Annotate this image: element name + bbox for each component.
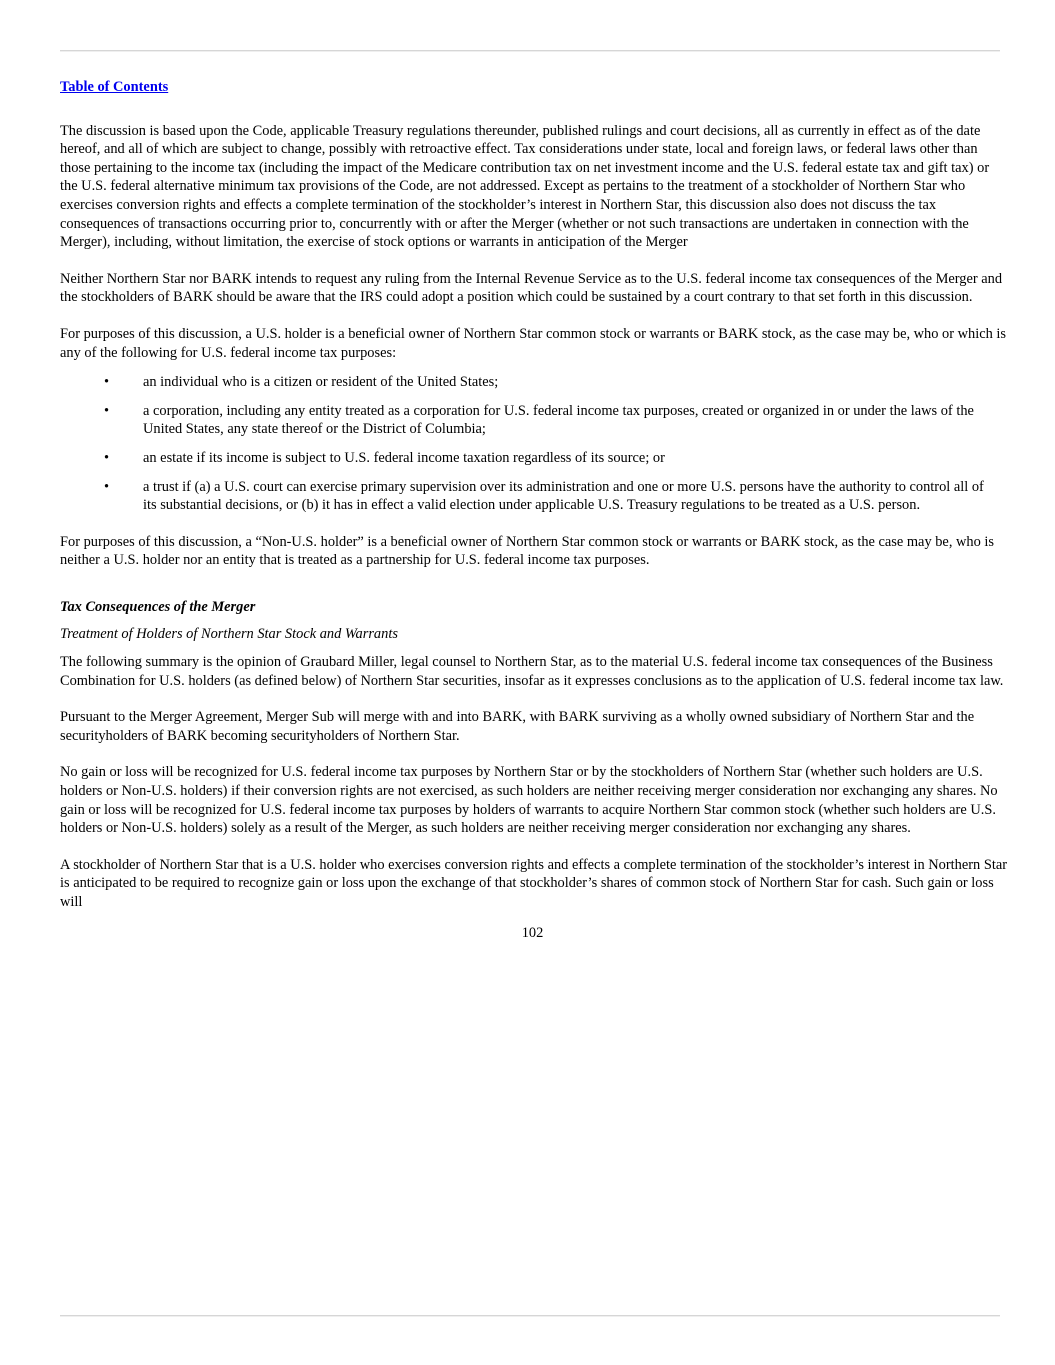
paragraph-non-us-holder-definition: For purposes of this discussion, a “Non-U.S. holder” is a beneficial owner of Northern Star common stock or warrants or BARK stock, as the case may be, who is neither a U.S. holder nor an entity that is treated as a partnership for U.S. federal income tax purposes. (60, 533, 994, 569)
list-item-text: a corporation, including any entity treated as a corporation for U.S. federal income tax purposes, created or organized in or under the laws of the United States, any state thereof or the District of Columbia; (143, 402, 974, 438)
bullet-glyph: • (104, 402, 110, 419)
list-item-text: an individual who is a citizen or resident of the United States; (143, 374, 499, 391)
page-number: 102 (521, 924, 544, 941)
bottom-divider (60, 1315, 1000, 1316)
bullet-glyph: • (104, 478, 110, 495)
bullet-glyph: • (104, 449, 110, 466)
subsection-heading: Treatment of Holders of Northern Star Stock and Warrants (60, 626, 398, 643)
document-page (60, 78, 1010, 942)
list-item (60, 449, 1010, 468)
list-item (60, 373, 1010, 392)
bullet-glyph: • (104, 374, 110, 391)
list-item-text: a trust if (a) a U.S. court can exercise primary supervision over its administration and one or more U.S. persons have the authority to control all of its substantial decisions, or (b) it has in effect a valid election under applicable U.S. Treasury regulations to be treated as a U.S. person. (143, 478, 984, 514)
table-of-contents-link[interactable]: Table of Contents (60, 79, 169, 95)
us-holder-list (60, 373, 1010, 515)
list-item (60, 478, 1010, 515)
paragraph-no-irs-ruling: Neither Northern Star nor BARK intends to request any ruling from the Internal Revenue Service as to the U.S. federal income tax consequences of the Merger and the stockholders of BARK should be aware that the IRS could adopt a position which could be sustained by a court contrary to that set forth in this discussion. (60, 270, 1003, 306)
top-divider (60, 50, 1000, 51)
list-item (60, 402, 1010, 439)
paragraph-code-basis: The discussion is based upon the Code, applicable Treasury regulations thereunder, published rulings and court decisions, all as currently in effect as of the date hereof, and all of which are subject to change, possibly with retroactive effect. Tax considerations under state, local and foreign laws, or federal laws other than those pertaining to the income tax (including the impact of the Medicare contribution tax on net investment income and the U.S. federal estate tax and gift tax) or the U.S. federal alternative minimum tax provisions of the Code, are not addressed. Except as pertains to the treatment of a stockholder of Northern Star who exercises conversion rights and effects a complete termination of the stockholder’s interest in Northern Star, this discussion also does not discuss the tax consequences of transactions occurring prior to, concurrently with or after the Merger (whether or not such transactions are undertaken in connection with the Merger), including, without limitation, the exercise of stock options or warrants in anticipation of the Merger (60, 122, 990, 251)
paragraph-conversion-rights: A stockholder of Northern Star that is a U.S. holder who exercises conversion rights and effects a complete termination of the stockholder’s interest in Northern Star is anticipated to be required to recognize gain or loss upon the exchange of that stockholder’s shares of common stock of Northern Star for cash. Such gain or loss will (60, 856, 1008, 910)
list-item-text: an estate if its income is subject to U.S. federal income taxation regardless of its source; or (143, 449, 665, 466)
paragraph-counsel-opinion: The following summary is the opinion of Graubard Miller, legal counsel to Northern Star, as to the material U.S. federal income tax consequences of the Business Combination for U.S. holders (as defined below) of Northern Star securities, insofar as it expresses conclusions as to the application of U.S. federal income tax law. (60, 654, 1004, 689)
paragraph-merger-agreement: Pursuant to the Merger Agreement, Merger Sub will merge with and into BARK, with BARK surviving as a wholly owned subsidiary of Northern Star and the securityholders of BARK becoming securityholders of Northern Star. (60, 709, 975, 744)
section-heading: Tax Consequences of the Merger (60, 598, 256, 615)
paragraph-no-gain-or-loss: No gain or loss will be recognized for U.S. federal income tax purposes by Northern Star or by the stockholders of Northern Star (whether such holders are U.S. holders or Non-U.S. holders) if their conversion rights are not exercised, as such holders are neither receiving merger consideration nor exchanging any shares. No gain or loss will be recognized for U.S. federal income tax purposes by holders of warrants to acquire Northern Star common stock (whether such holders are U.S. holders or Non-U.S. holders) solely as a result of the Merger, as such holders are neither receiving merger consideration nor exchanging any shares. (60, 764, 998, 837)
paragraph-us-holder-definition: For purposes of this discussion, a U.S. holder is a beneficial owner of Northern Star common stock or warrants or BARK stock, as the case may be, who or which is any of the following for U.S. federal income tax purposes: (60, 325, 1006, 361)
